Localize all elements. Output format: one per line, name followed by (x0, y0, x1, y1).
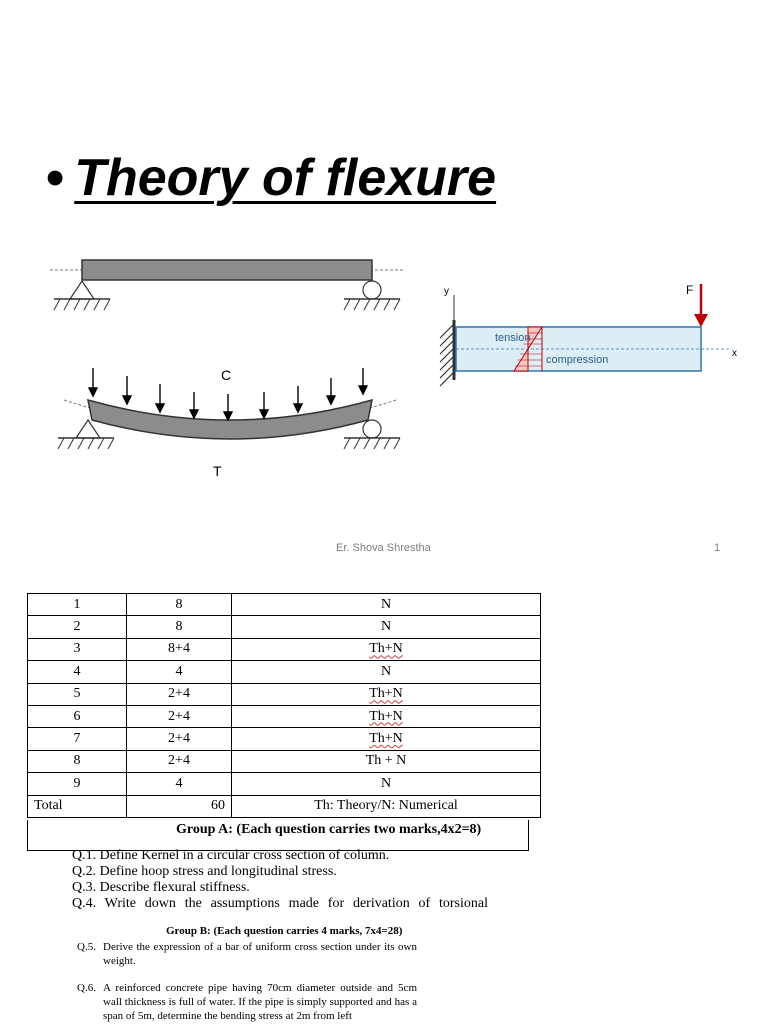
table-row: 5 2+4 Th+N (28, 683, 541, 705)
table-total-row: Total 60 Th: Theory/N: Numerical (28, 795, 541, 817)
document-page (0, 580, 768, 1024)
label-f: F (686, 283, 694, 297)
label-c: C (221, 367, 232, 383)
bullet-glyph: • (46, 149, 65, 207)
question-1: Q.1. Define Kernel in a circular cross section of column. (72, 848, 390, 863)
question-3: Q.3. Describe flexural stiffness. (72, 880, 250, 895)
table-row: 9 4 N (28, 773, 541, 795)
table-row: 2 8 N (28, 616, 541, 638)
question-4: Q.4. Write down the assumptions made for derivation of torsional (72, 896, 488, 911)
table-row: 8 2+4 Th + N (28, 750, 541, 772)
label-compression: compression (546, 354, 609, 366)
question-number: Q.5. (77, 941, 96, 953)
question-2: Q.2. Define hoop stress and longitudinal stress. (72, 864, 337, 879)
label-t: T (213, 463, 222, 479)
label-x: x (732, 348, 737, 359)
table-row: 6 2+4 Th+N (28, 705, 541, 727)
question-text: Derive the expression of a bar of uniform cross section under its own weight. (103, 941, 417, 967)
marks-table (27, 593, 541, 818)
cantilever-figure (430, 280, 750, 390)
label-tension: tension (495, 332, 531, 344)
table-row: 4 4 N (28, 661, 541, 683)
group-a-header (27, 820, 529, 851)
label-y: y (444, 286, 449, 297)
question-text: A reinforced concrete pipe having 70cm diameter outside and 5cm wall thickness is full of water. If the pipe is simply supported and has a span of 5m, determine the bending stress at 2m from left (103, 982, 417, 1022)
title-text: Theory of flexure (74, 149, 497, 207)
question-number: Q.6. (77, 982, 96, 994)
straight-beam-figure (50, 255, 410, 320)
table-row: 1 8 N (28, 594, 541, 616)
slide-title (46, 148, 496, 208)
group-a-title: Group A: (Each question carries two marks,4x2=8) (176, 822, 482, 837)
footer-page-number: 1 (714, 542, 721, 554)
footer-author: Er. Shova Shrestha (336, 542, 431, 554)
group-b-title: Group B: (Each question carries 4 marks, 7x4=28) (166, 925, 403, 937)
table-row: 7 2+4 Th+N (28, 728, 541, 750)
table-row: 3 8+4 Th+N (28, 638, 541, 660)
